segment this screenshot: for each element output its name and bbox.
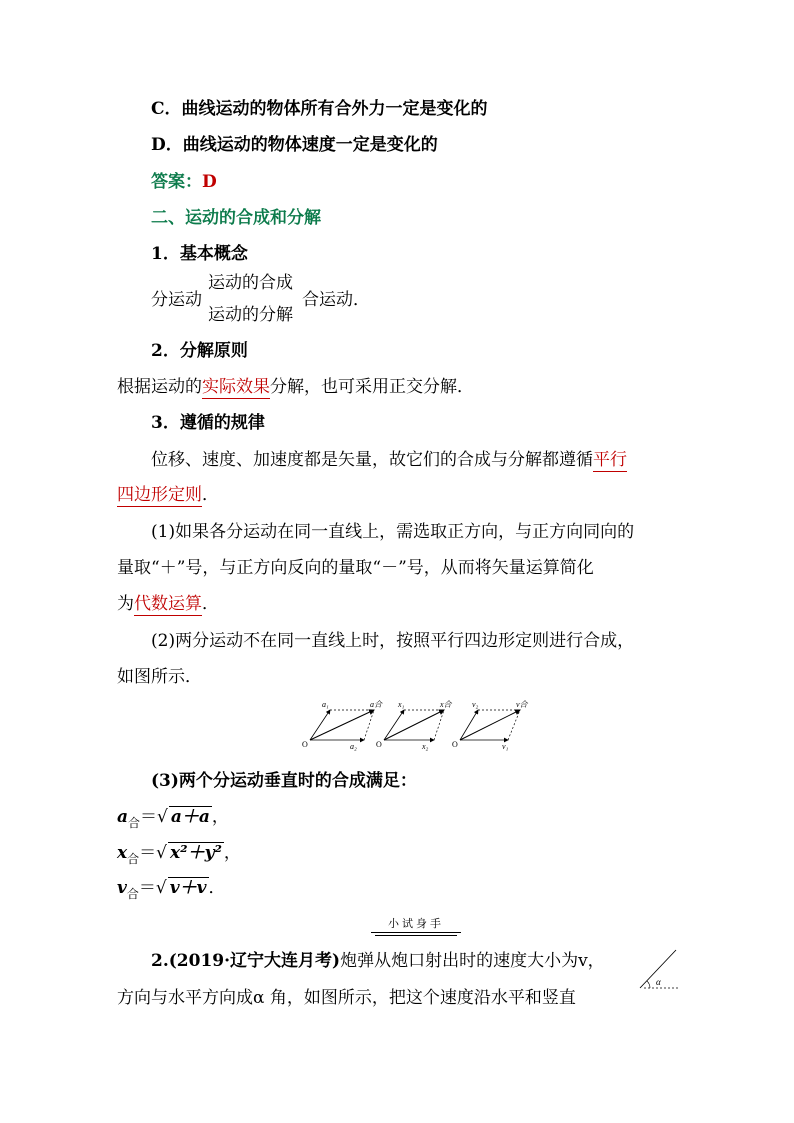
principle-before: 根据运动的 xyxy=(117,377,202,397)
answer-label: 答案： xyxy=(151,172,202,192)
fig3-result: v合 xyxy=(516,700,528,709)
item1-line2: 量取“＋”号，与正方向反向的量取“－”号，从而将矢量运算简化 xyxy=(117,558,594,578)
answer-value: D xyxy=(202,172,217,192)
option-d: D．曲线运动的物体速度一定是变化的 xyxy=(151,135,438,155)
fig3-origin: O xyxy=(452,740,458,749)
rules-line2 xyxy=(117,484,219,506)
figure-acceleration xyxy=(302,700,383,751)
option-c: C．曲线运动的物体所有合外力一定是变化的 xyxy=(151,99,488,119)
item1-line3-after: ． xyxy=(202,594,219,614)
rules-line1-text: 位移、速度、加速度都是矢量，故它们的合成与分解都遵循 xyxy=(151,450,593,470)
formula-a-sub: 合 xyxy=(128,816,141,830)
fig1-result: a合 xyxy=(370,700,382,709)
formula-x-end: ， xyxy=(223,843,241,863)
fig1-bottom: a₂ xyxy=(350,742,357,751)
principle-key: 实际效果 xyxy=(202,377,270,397)
fig3-bottom: v₁ xyxy=(502,742,509,751)
fig1-origin: O xyxy=(302,740,308,749)
rules-line1-key: 平行 xyxy=(593,450,627,470)
formula-a-end: ， xyxy=(211,807,229,827)
principle-after: 分解，也可采用正交分解． xyxy=(270,377,474,397)
sqrt-symbol: √ xyxy=(156,843,167,863)
item1-line3-key: 代数运算 xyxy=(134,594,202,614)
formula-v-radicand: v＋v xyxy=(169,878,207,898)
formula-x-eq: ＝ xyxy=(139,843,157,863)
formula-v-end: ． xyxy=(208,878,226,898)
cannon-angle-figure xyxy=(636,944,682,996)
fig2-result: x合 xyxy=(440,700,452,709)
q2-line1 xyxy=(151,950,605,972)
concept-left: 分运动 xyxy=(151,290,202,310)
q2-line2: 方向与水平方向成α 角，如图所示，把这个速度沿水平和竖直 xyxy=(117,988,576,1008)
formula-x xyxy=(117,842,241,865)
fig3-top: v₂ xyxy=(472,700,479,709)
angle-label: α xyxy=(656,977,661,987)
formula-x-sub: 合 xyxy=(127,852,140,866)
item2-line2: 如图所示． xyxy=(117,667,202,687)
formula-v-sub: 合 xyxy=(126,887,139,901)
item1-line3 xyxy=(117,593,219,615)
fig2-top: x₁ xyxy=(398,700,405,709)
item1-line1: (1)如果各分运动在同一直线上，需选取正方向，与正方向同向的 xyxy=(151,522,635,542)
concept-top: 运动的合成 xyxy=(208,273,293,293)
formula-a-eq: ＝ xyxy=(140,807,158,827)
heading-rules: 3．遵循的规律 xyxy=(151,413,265,433)
q2-source: (2019·辽宁大连月考) xyxy=(168,951,341,971)
formula-x-var: x xyxy=(117,843,128,863)
section-title: 二、运动的合成和分解 xyxy=(151,208,321,228)
fig2-bottom: x₂ xyxy=(422,742,429,751)
formula-a-radicand: a＋a xyxy=(170,807,210,827)
formula-v-var: v xyxy=(117,878,127,898)
formula-v-eq: ＝ xyxy=(138,878,156,898)
practice-banner: 小试身手 xyxy=(371,916,461,933)
fig1-top: a₁ xyxy=(322,700,329,709)
formula-a-var: a xyxy=(117,807,129,827)
parallelogram-figures xyxy=(298,698,543,754)
heading-basic-concept: 1．基本概念 xyxy=(151,244,248,264)
q2-number: 2. xyxy=(151,951,169,971)
item2-line1: (2)两分运动不在同一直线上时，按照平行四边形定则进行合成， xyxy=(151,631,635,651)
figure-velocity xyxy=(452,700,529,751)
fig2-origin: O xyxy=(376,740,382,749)
formula-a xyxy=(117,806,229,829)
rules-line2-key: 四边形定则 xyxy=(117,485,202,505)
heading-principle: 2．分解原则 xyxy=(151,341,248,361)
concept-right: 合运动． xyxy=(302,290,370,310)
sqrt-symbol: √ xyxy=(157,807,168,827)
item3: (3)两个分运动垂直时的合成满足： xyxy=(151,771,417,791)
rules-line2-after: ． xyxy=(202,485,219,505)
answer-line xyxy=(151,171,217,193)
rules-line1 xyxy=(151,449,627,471)
concept-bottom: 运动的分解 xyxy=(208,305,293,325)
q2-line1-text: 炮弹从炮口射出时的速度大小为v， xyxy=(340,951,605,971)
formula-x-radicand: x²＋y² xyxy=(170,843,222,863)
formula-v xyxy=(117,877,226,900)
sqrt-symbol: √ xyxy=(155,878,167,898)
principle-text xyxy=(117,376,474,398)
item1-line3-before: 为 xyxy=(117,594,134,614)
figure-displacement xyxy=(376,700,453,751)
